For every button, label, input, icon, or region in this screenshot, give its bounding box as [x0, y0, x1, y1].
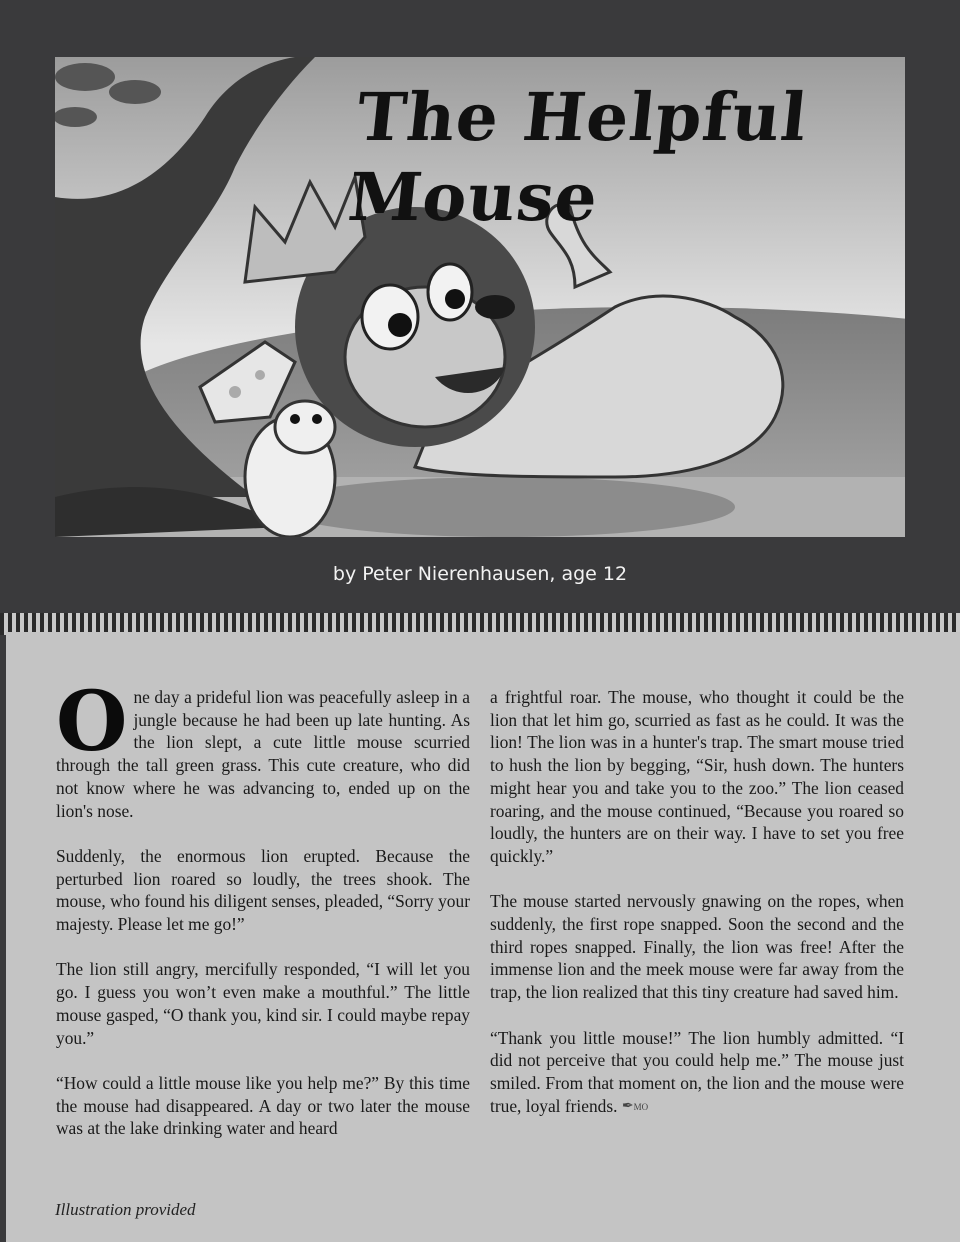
- signature-initials: MO: [633, 1102, 649, 1113]
- paragraph: [56, 674, 470, 822]
- author-byline: by Peter Nierenhausen, age 12: [332, 563, 628, 585]
- paragraph: a frightful roar. The mouse, who thought it could be the lion that let him go, scurried as fast as he could. It was the lion! The lion was in a hunter's trap. The smart mouse tried to hush the lion by begging, “Sir, hush down. The hunters might hear you and take you to the zoo.” The lion ceased roaring, and the mouse continued, “Because you roared so loudly, the hunters are on their way. I have to set you free quickly.”: [490, 687, 904, 866]
- paragraph-text: “Thank you little mouse!” The lion humbly admitted. “I did not perceive that you could help me.” The mouse just smiled. From that moment on, the lion and the mouse were true, loyal friends.: [490, 1027, 904, 1116]
- header-panel: [0, 0, 960, 615]
- story-column-right: [490, 686, 904, 1142]
- paragraph-text: ne day a prideful lion was peacefully asleep in a jungle because he had been up late hunting. As the lion slept, a cute little mouse scurried through the tall green grass. This cute creature, who did not know where he was advancing to, ended up on the lion's nose.: [56, 687, 470, 821]
- paragraph: The mouse started nervously gnawing on the ropes, when suddenly, the first rope snapped. Soon the second and the third ropes snapped. Finally, the lion was free! After the immense lion and the meek mouse were far away from the trap, the lion realized that this tiny creature had saved him.: [490, 891, 904, 1003]
- paragraph: “How could a little mouse like you help me?” By this time the mouse had disappeared. A day or two later the mouse was at the lake drinking water and heard: [56, 1072, 470, 1139]
- drop-cap: O: [56, 674, 128, 770]
- paragraph: [490, 1027, 904, 1119]
- quill-signature-icon: ✒MO: [621, 1099, 649, 1115]
- story-column-left: [56, 674, 470, 1163]
- paragraph: The lion still angry, mercifully responded, “I will let you go. I guess you won’t even make a mouthful.” The little mouse gasped, “O thank you, kind sir. I could maybe repay you.”: [56, 959, 470, 1048]
- illustration-credit: Illustration provided: [55, 1200, 196, 1219]
- story-title: The Helpful Mouse: [344, 78, 812, 236]
- lion-mouse-illustration: [55, 57, 905, 537]
- paragraph: Suddenly, the enormous lion erupted. Because the perturbed lion roared so loudly, the trees shook. The mouse, who found his diligent senses, pleaded, “Sorry your majesty. Please let me go!”: [56, 845, 470, 935]
